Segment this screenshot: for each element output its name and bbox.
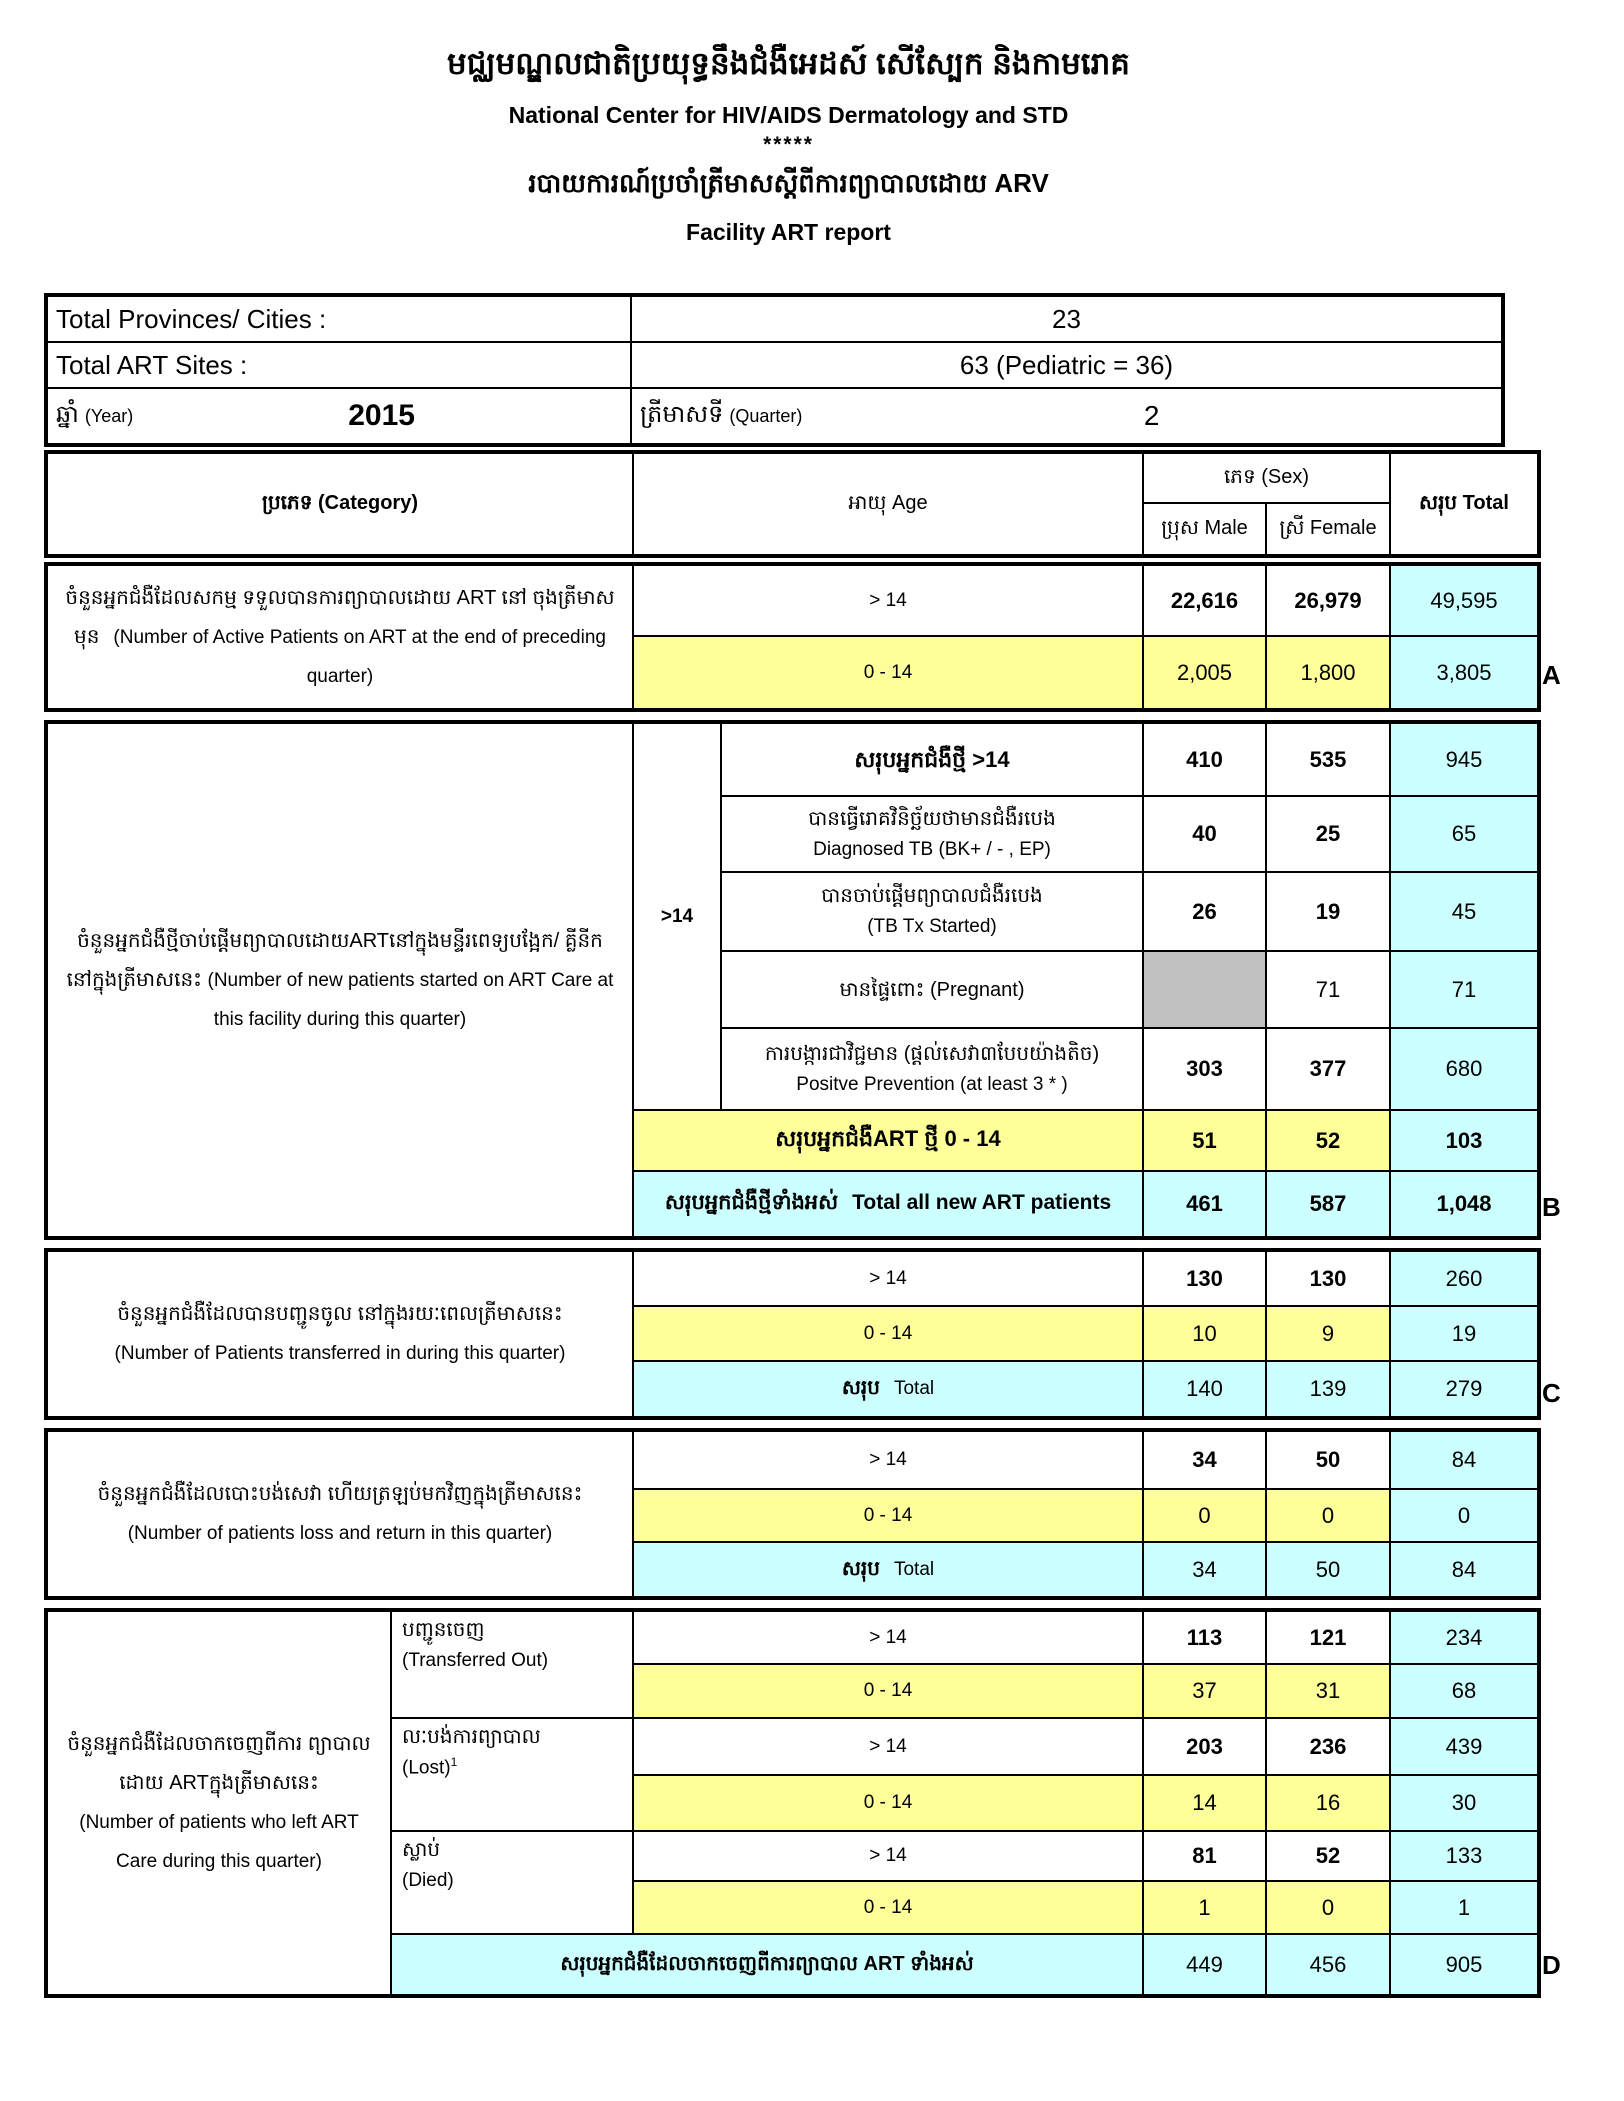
total-value: 49,595 bbox=[1391, 566, 1537, 637]
title-block bbox=[44, 45, 1533, 246]
male-value: 22,616 bbox=[1144, 566, 1267, 637]
total-value: 84 bbox=[1391, 1543, 1537, 1596]
male-value: 130 bbox=[1144, 1252, 1267, 1307]
male-value: 140 bbox=[1144, 1362, 1267, 1416]
age-cell: 0 - 14 bbox=[634, 1882, 1144, 1935]
subcategory-died: ស្លាប់ (Died) bbox=[392, 1832, 634, 1935]
quarter-label-khmer: ត្រីមាសទី bbox=[640, 401, 724, 428]
male-value: 34 bbox=[1144, 1543, 1267, 1596]
female-value: 50 bbox=[1267, 1543, 1391, 1596]
report-subtitle-khmer: របាយការណ៍ប្រចាំត្រីមាសស្តីពីការព្យាបាលដោយ ARV bbox=[528, 168, 1049, 198]
provinces-value: 23 bbox=[632, 297, 1501, 343]
male-value: 410 bbox=[1144, 724, 1267, 797]
female-value: 19 bbox=[1267, 873, 1391, 952]
male-value: 303 bbox=[1144, 1029, 1267, 1111]
total-value: 680 bbox=[1391, 1029, 1537, 1111]
age-cell: > 14 bbox=[634, 1832, 1144, 1882]
total-value: 65 bbox=[1391, 797, 1537, 873]
total-value: 103 bbox=[1391, 1111, 1537, 1172]
category-transferred-in: ចំនួនអ្នកជំងឺដែលបានបញ្ជូនចូល នៅក្នុងរយៈពេលត្រីមាសនេះ (Number of Patients transferred in during this quarter) bbox=[48, 1252, 634, 1416]
male-value: 2,005 bbox=[1144, 637, 1267, 708]
male-value: 203 bbox=[1144, 1719, 1267, 1776]
male-value: 14 bbox=[1144, 1776, 1267, 1832]
report-info-table bbox=[44, 293, 1505, 447]
section-left-art-care bbox=[44, 1608, 1541, 1998]
female-value: 26,979 bbox=[1267, 566, 1391, 637]
column-header-category: ប្រភេទ (Category) bbox=[48, 454, 634, 554]
female-value: 16 bbox=[1267, 1776, 1391, 1832]
female-value: 236 bbox=[1267, 1719, 1391, 1776]
male-value: 10 bbox=[1144, 1307, 1267, 1362]
female-value: 25 bbox=[1267, 797, 1391, 873]
quarter-label-english: (Quarter) bbox=[729, 406, 803, 426]
lost-footnote-marker: 1 bbox=[450, 1755, 458, 1769]
age-cell: > 14 bbox=[634, 1719, 1144, 1776]
total-value: 19 bbox=[1391, 1307, 1537, 1362]
age-cell: > 14 bbox=[634, 1252, 1144, 1307]
total-value: 0 bbox=[1391, 1490, 1537, 1543]
row-marker-b: B bbox=[1542, 1192, 1561, 1222]
male-value: 113 bbox=[1144, 1612, 1267, 1665]
age-cell: > 14 bbox=[634, 1432, 1144, 1490]
male-value: 449 bbox=[1144, 1935, 1267, 1994]
row-label-subtotal-new-0-14: សរុបអ្នកជំងឺART ថ្មី 0 - 14 bbox=[634, 1111, 1144, 1172]
age-cell: 0 - 14 bbox=[634, 1307, 1144, 1362]
row-label-diagnosed-tb: បានធ្វើរោគវិនិច្ឆ័យថាមានជំងឺរបេង Diagnosed TB (BK+ / - , EP) bbox=[722, 797, 1144, 873]
female-value: 0 bbox=[1267, 1490, 1391, 1543]
age-cell: 0 - 14 bbox=[634, 637, 1144, 708]
column-header-sex: ភេទ (Sex) bbox=[1144, 454, 1391, 504]
female-value: 587 bbox=[1267, 1172, 1391, 1236]
year-cell bbox=[48, 389, 632, 443]
age-cell: > 14 bbox=[634, 566, 1144, 637]
male-value: 0 bbox=[1144, 1490, 1267, 1543]
total-value: 30 bbox=[1391, 1776, 1537, 1832]
category-active-patients: ចំនួនអ្នកជំងឺដែលសកម្ម ទទួលបានការព្យាបាលដោយ ART នៅ ចុងត្រីមាសមុន (Number of Active Patients on ART at the end of preceding quarter) bbox=[48, 566, 634, 708]
art-sites-value: 63 (Pediatric = 36) bbox=[632, 343, 1501, 389]
row-label-total-new-over14: សរុបអ្នកជំងឺថ្មី >14 bbox=[722, 724, 1144, 797]
total-value: 279 bbox=[1391, 1362, 1537, 1416]
row-label-positive-prevention: ការបង្ការជាវិជ្ជមាន (ផ្តល់សេវា៣បែបយ៉ាងតិច) Positve Prevention (at least 3 * ) bbox=[722, 1029, 1144, 1111]
row-marker-d: D bbox=[1542, 1950, 1561, 1980]
section-transferred-in bbox=[44, 1248, 1541, 1420]
art-sites-label: Total ART Sites : bbox=[48, 343, 632, 389]
female-value: 52 bbox=[1267, 1832, 1391, 1882]
male-value: 26 bbox=[1144, 873, 1267, 952]
female-value: 377 bbox=[1267, 1029, 1391, 1111]
subtotal-label: សរុប Total bbox=[634, 1362, 1144, 1416]
age-group-over14: >14 bbox=[634, 724, 722, 1111]
total-value: 68 bbox=[1391, 1665, 1537, 1719]
female-value: 130 bbox=[1267, 1252, 1391, 1307]
subtotal-label: សរុប Total bbox=[634, 1543, 1144, 1596]
total-value: 905 bbox=[1391, 1935, 1537, 1994]
female-value: 71 bbox=[1267, 952, 1391, 1029]
page-title-english: National Center for HIV/AIDS Dermatology and STD bbox=[508, 102, 1069, 128]
male-value: 37 bbox=[1144, 1665, 1267, 1719]
year-label-english: (Year) bbox=[84, 406, 134, 426]
total-value: 1,048 bbox=[1391, 1172, 1537, 1236]
quarter-value: 2 bbox=[1143, 400, 1160, 431]
male-value: 51 bbox=[1144, 1111, 1267, 1172]
row-label-total-all-new: សរុបអ្នកជំងឺថ្មីទាំងអស់ Total all new ART patients bbox=[634, 1172, 1144, 1236]
female-value: 9 bbox=[1267, 1307, 1391, 1362]
year-value: 2015 bbox=[348, 399, 415, 432]
age-cell: 0 - 14 bbox=[634, 1490, 1144, 1543]
male-value-blocked bbox=[1144, 952, 1267, 1029]
male-value: 34 bbox=[1144, 1432, 1267, 1490]
male-value: 461 bbox=[1144, 1172, 1267, 1236]
row-label-total-left-art: សរុបអ្នកជំងឺដែលចាកចេញពីការព្យាបាល ART ទាំងអស់ bbox=[392, 1935, 1144, 1994]
provinces-label: Total Provinces/ Cities : bbox=[48, 297, 632, 343]
subcategory-lost: លៈបង់ការព្យាបាល (Lost)$^1$ bbox=[392, 1719, 634, 1832]
stars-divider: ***** bbox=[763, 133, 814, 156]
table-header bbox=[44, 450, 1541, 558]
age-cell: 0 - 14 bbox=[634, 1665, 1144, 1719]
total-value: 71 bbox=[1391, 952, 1537, 1029]
female-value: 50 bbox=[1267, 1432, 1391, 1490]
total-value: 45 bbox=[1391, 873, 1537, 952]
year-label-khmer: ឆ្នាំ bbox=[56, 401, 79, 428]
total-value: 439 bbox=[1391, 1719, 1537, 1776]
report-title-english: Facility ART report bbox=[686, 219, 891, 245]
male-value: 81 bbox=[1144, 1832, 1267, 1882]
female-value: 535 bbox=[1267, 724, 1391, 797]
category-left-art-care: ចំនួនអ្នកជំងឺដែលចាកចេញពីការ ព្យាបាលដោយ ARTក្នុងត្រីមាសនេះ (Number of patients who left ART Care during this quarter) bbox=[48, 1612, 392, 1994]
total-value: 84 bbox=[1391, 1432, 1537, 1490]
total-value: 133 bbox=[1391, 1832, 1537, 1882]
female-value: 139 bbox=[1267, 1362, 1391, 1416]
female-value: 121 bbox=[1267, 1612, 1391, 1665]
age-cell: > 14 bbox=[634, 1612, 1144, 1665]
category-new-patients: ចំនួនអ្នកជំងឺថ្មីចាប់ផ្តើមព្យាបាលដោយARTនៅក្នុងមន្ទីរពេទ្យបង្អែក/ គ្លីនីក នៅក្នុងត្រីមាសនេះ (Number of new patients started on ART Care at this facility during this quarter) bbox=[48, 724, 634, 1236]
column-header-age: អាយុ Age bbox=[634, 454, 1144, 554]
row-marker-a: A bbox=[1542, 660, 1561, 690]
column-header-male: ប្រុស Male bbox=[1144, 504, 1267, 554]
section-active-patients bbox=[44, 562, 1541, 712]
male-value: 40 bbox=[1144, 797, 1267, 873]
column-header-female: ស្រី Female bbox=[1267, 504, 1391, 554]
row-label-tb-tx-started: បានចាប់ផ្តើមព្យាបាលជំងឺរបេង (TB Tx Started) bbox=[722, 873, 1144, 952]
female-value: 456 bbox=[1267, 1935, 1391, 1994]
female-value: 31 bbox=[1267, 1665, 1391, 1719]
female-value: 0 bbox=[1267, 1882, 1391, 1935]
male-value: 1 bbox=[1144, 1882, 1267, 1935]
page-title-khmer: មជ្ឈមណ្ឌលជាតិប្រយុទ្ធនឹងជំងឺអេដស៍ សើស្បែក និងកាមរោគ bbox=[447, 46, 1130, 81]
row-label-pregnant: មានផ្ទៃពោះ (Pregnant) bbox=[722, 952, 1144, 1029]
column-header-total: សរុប Total bbox=[1419, 492, 1509, 514]
total-value: 3,805 bbox=[1391, 637, 1537, 708]
category-loss-and-return: ចំនួនអ្នកជំងឺដែលបោះបង់សេវា ហើយត្រឡប់មកវិញក្នុងត្រីមាសនេះ (Number of patients loss and return in this quarter) bbox=[48, 1432, 634, 1596]
section-new-patients bbox=[44, 720, 1541, 1240]
total-value: 260 bbox=[1391, 1252, 1537, 1307]
total-value: 1 bbox=[1391, 1882, 1537, 1935]
total-value: 234 bbox=[1391, 1612, 1537, 1665]
quarter-cell bbox=[632, 389, 1501, 443]
subcategory-transferred-out: បញ្ជូនចេញ (Transferred Out) bbox=[392, 1612, 634, 1719]
row-marker-c: C bbox=[1542, 1378, 1561, 1408]
female-value: 52 bbox=[1267, 1111, 1391, 1172]
section-loss-and-return bbox=[44, 1428, 1541, 1600]
age-cell: 0 - 14 bbox=[634, 1776, 1144, 1832]
total-value: 945 bbox=[1391, 724, 1537, 797]
female-value: 1,800 bbox=[1267, 637, 1391, 708]
